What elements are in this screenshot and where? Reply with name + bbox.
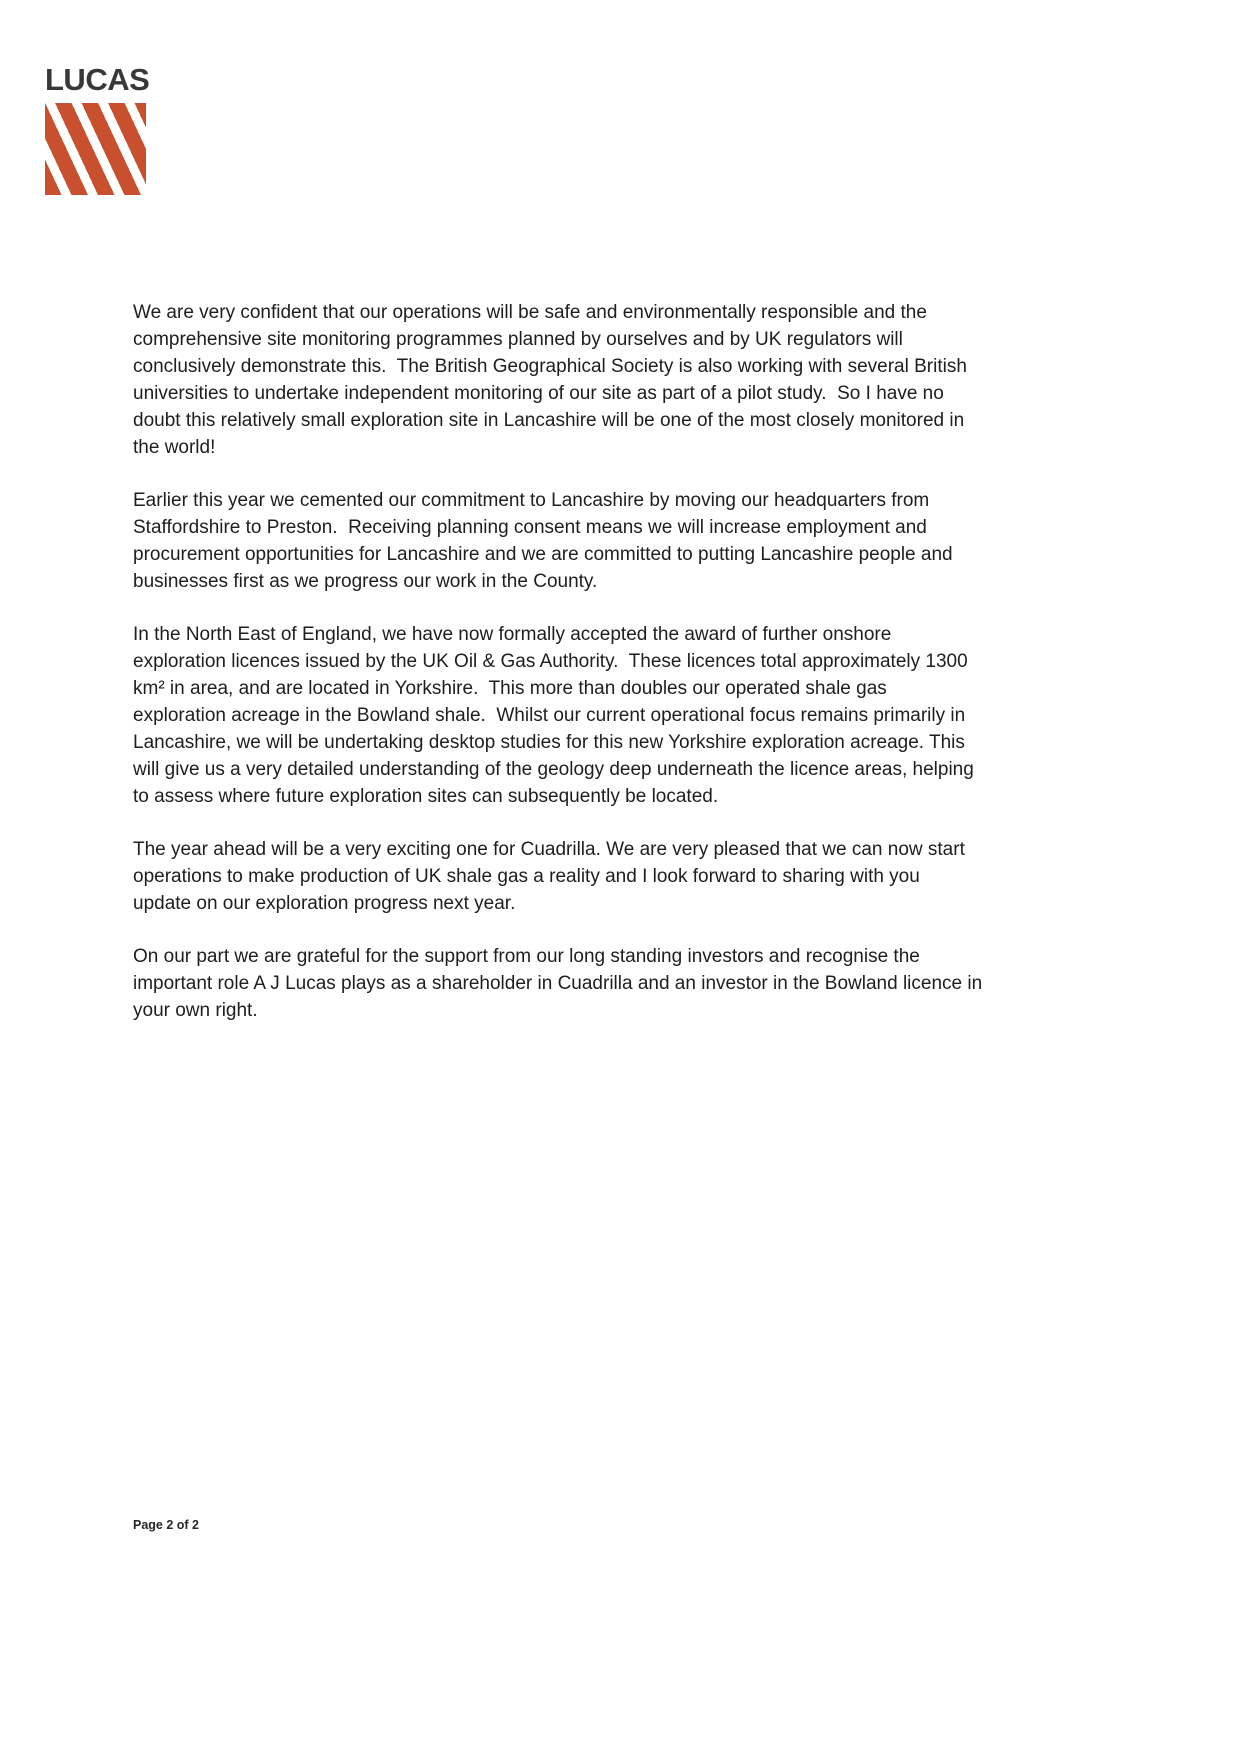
paragraph xyxy=(133,943,1023,1024)
lucas-logo-wordmark: LUCAS xyxy=(45,62,150,97)
paragraph xyxy=(133,299,1023,461)
text-line: exploration licences issued by the UK Oil & Gas Authority. These licences total approximately 1300 xyxy=(133,651,968,672)
text-line: We are very confident that our operations will be safe and environmentally responsible and the xyxy=(133,302,927,323)
text-line: conclusively demonstrate this. The British Geographical Society is also working with several British xyxy=(133,356,967,377)
letter-body xyxy=(133,299,1023,1050)
text-line: km² in area, and are located in Yorkshire. This more than doubles our operated shale gas xyxy=(133,678,887,699)
text-line: In the North East of England, we have now formally accepted the award of further onshore xyxy=(133,624,892,645)
text-line: doubt this relatively small exploration site in Lancashire will be one of the most closely monitored in xyxy=(133,410,965,431)
text-line: operations to make production of UK shale gas a reality and I look forward to sharing with you xyxy=(133,866,920,887)
text-line: exploration acreage in the Bowland shale. Whilst our current operational focus remains primarily in xyxy=(133,705,966,726)
text-line: Lancashire, we will be undertaking desktop studies for this new Yorkshire exploration acreage. This xyxy=(133,732,965,753)
text-line: The year ahead will be a very exciting one for Cuadrilla. We are very pleased that we can now start xyxy=(133,839,965,860)
text-line: Staffordshire to Preston. Receiving planning consent means we will increase employment and xyxy=(133,517,927,538)
text-line: businesses first as we progress our work in the County. xyxy=(133,571,598,592)
text-line: On our part we are grateful for the support from our long standing investors and recognise the xyxy=(133,946,920,967)
text-line: comprehensive site monitoring programmes planned by ourselves and by UK regulators will xyxy=(133,329,903,350)
lucas-logo-stripes-icon xyxy=(45,103,146,195)
text-line: will give us a very detailed understanding of the geology deep underneath the licence areas, helping xyxy=(133,759,974,780)
text-line: Earlier this year we cemented our commitment to Lancashire by moving our headquarters from xyxy=(133,490,930,511)
text-line: the world! xyxy=(133,437,216,458)
page-number-footer: Page 2 of 2 xyxy=(133,1518,199,1532)
lucas-logo xyxy=(45,62,150,195)
text-line: to assess where future exploration sites can subsequently be located. xyxy=(133,786,719,807)
text-line: your own right. xyxy=(133,1000,258,1021)
text-line: important role A J Lucas plays as a shareholder in Cuadrilla and an investor in the Bowland licence in xyxy=(133,973,983,994)
text-line: update on our exploration progress next year. xyxy=(133,893,516,914)
paragraph xyxy=(133,621,1023,810)
text-line: procurement opportunities for Lancashire and we are committed to putting Lancashire people and xyxy=(133,544,953,565)
paragraph xyxy=(133,487,1023,595)
text-line: universities to undertake independent monitoring of our site as part of a pilot study. So I have no xyxy=(133,383,944,404)
paragraph xyxy=(133,836,1023,917)
